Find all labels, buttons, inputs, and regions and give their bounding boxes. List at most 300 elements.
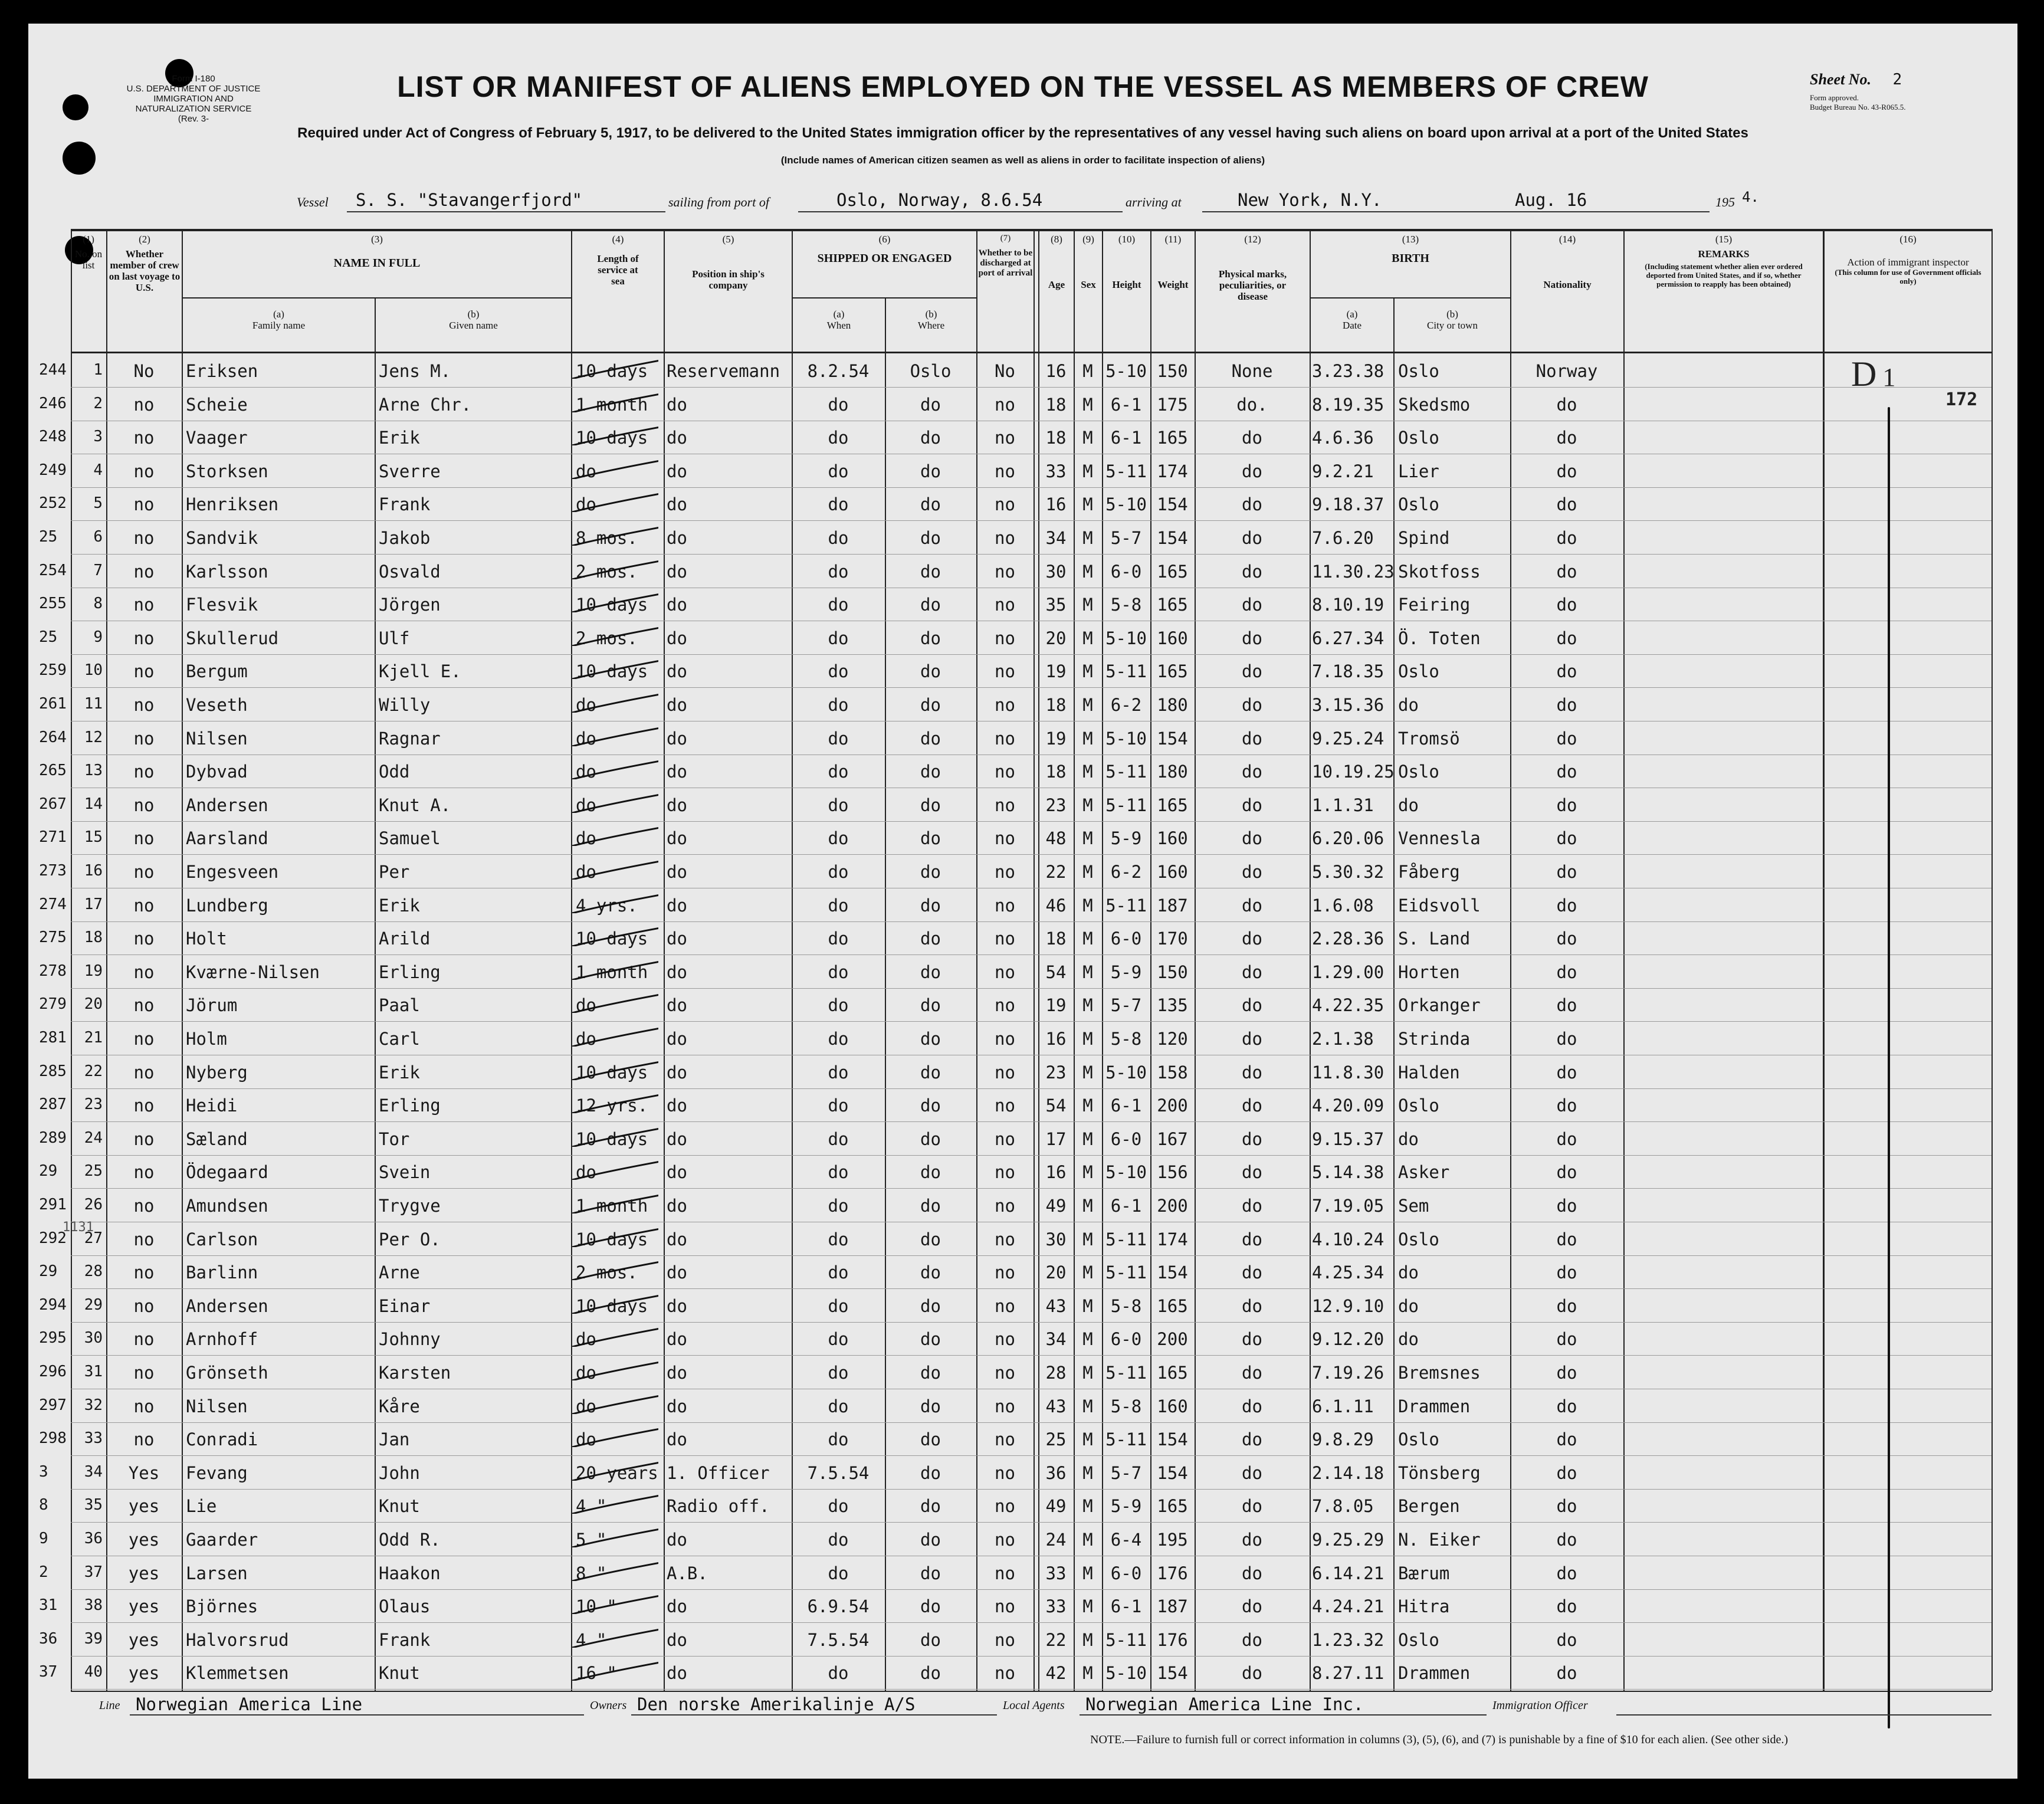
cell-height: 6-1 xyxy=(1110,394,1142,415)
cell-disch: no xyxy=(995,1462,1015,1483)
table-row xyxy=(39,788,1991,822)
table-row xyxy=(39,1022,1991,1055)
cell-sex: M xyxy=(1082,1162,1093,1183)
cell-bcity: Spind xyxy=(1398,528,1450,548)
cell-sex: M xyxy=(1082,1429,1093,1450)
table-row xyxy=(39,1255,1991,1289)
cell-service: do xyxy=(576,494,596,515)
cell-service: 4 " xyxy=(576,1629,607,1650)
cell-no: 40 xyxy=(84,1663,103,1681)
cell-weight: 165 xyxy=(1157,561,1188,582)
table-row xyxy=(39,1589,1991,1623)
cell-bdate: 3.15.36 xyxy=(1312,695,1384,715)
cell-height: 5-10 xyxy=(1105,728,1147,749)
cell-age: 30 xyxy=(1045,561,1067,582)
cell-disch: no xyxy=(995,1196,1015,1216)
cell-disch: no xyxy=(995,461,1015,481)
cell-sex: M xyxy=(1082,995,1093,1016)
cell-position: do xyxy=(667,1663,687,1684)
cell-bcity: Asker xyxy=(1398,1162,1450,1183)
cell-bdate: 4.10.24 xyxy=(1312,1229,1384,1249)
cell-last: no xyxy=(133,795,155,815)
cell-no: 37 xyxy=(84,1563,103,1581)
cell-service: 10 days xyxy=(576,1295,648,1316)
cell-height: 5-10 xyxy=(1105,628,1147,648)
cell-sex: M xyxy=(1082,728,1093,749)
cell-position: do xyxy=(667,428,687,448)
cell-position: do xyxy=(667,962,687,982)
cell-age: 17 xyxy=(1045,1129,1067,1149)
cell-service: do xyxy=(576,1329,596,1350)
sheet-label: Sheet No. xyxy=(1810,71,1871,88)
col6b-header: (b) Where xyxy=(917,309,945,331)
cell-marks: do xyxy=(1242,895,1262,916)
table-row xyxy=(39,487,1991,521)
cell-service: 8 mos. xyxy=(576,528,638,548)
cell-sex: M xyxy=(1082,461,1093,481)
cell-family: Jörum xyxy=(186,995,238,1016)
cell-weight: 176 xyxy=(1157,1563,1188,1583)
cell-where: do xyxy=(920,695,941,715)
cell-bcity: Oslo xyxy=(1398,494,1439,515)
cell-given: Jens M. xyxy=(379,361,451,381)
pencil-list-number: 25 xyxy=(39,528,58,546)
pencil-list-number: 275 xyxy=(39,929,67,947)
cell-bdate: 1.6.08 xyxy=(1312,895,1374,916)
pencil-list-number: 9 xyxy=(39,1530,48,1547)
cell-bdate: 4.22.35 xyxy=(1312,995,1384,1016)
pencil-list-number: 294 xyxy=(39,1295,67,1314)
cell-marks: do xyxy=(1242,1162,1262,1183)
cell-height: 5-11 xyxy=(1105,461,1147,481)
cell-bdate: 5.14.38 xyxy=(1312,1162,1384,1183)
cell-family: Aarsland xyxy=(186,828,268,849)
cell-weight: 160 xyxy=(1157,628,1188,648)
cell-last: yes xyxy=(128,1530,160,1550)
service-strike-mark xyxy=(570,1259,658,1280)
cell-where: do xyxy=(920,895,941,916)
table-row xyxy=(39,888,1991,922)
cell-disch: no xyxy=(995,995,1015,1016)
table-row xyxy=(39,654,1991,688)
pencil-list-number: 278 xyxy=(39,962,67,980)
cell-height: 5-11 xyxy=(1105,895,1147,916)
cell-service: do xyxy=(576,1162,596,1183)
cell-bdate: 9.25.24 xyxy=(1312,728,1384,749)
cell-position: do xyxy=(667,1596,687,1617)
cell-weight: 154 xyxy=(1157,1262,1188,1283)
cell-nat: do xyxy=(1556,895,1577,916)
col12-header: (12) Physical marks, peculiarities, or disease xyxy=(1218,234,1287,302)
cell-bdate: 7.8.05 xyxy=(1312,1496,1374,1517)
cell-sex: M xyxy=(1082,1262,1093,1283)
cell-height: 5-10 xyxy=(1105,494,1147,515)
cell-position: do xyxy=(667,1029,687,1049)
cell-last: no xyxy=(133,1095,155,1116)
crew-manifest-table xyxy=(39,229,1991,1691)
cell-when: do xyxy=(828,1062,849,1083)
cell-no: 29 xyxy=(84,1295,103,1314)
cell-age: 20 xyxy=(1045,628,1067,648)
cell-last: no xyxy=(133,1363,155,1383)
cell-height: 5-10 xyxy=(1105,1663,1147,1684)
cell-sex: M xyxy=(1082,929,1093,949)
cell-when: do xyxy=(828,628,849,648)
cell-when: do xyxy=(828,1363,849,1383)
pencil-list-number: 285 xyxy=(39,1062,67,1080)
cell-sex: M xyxy=(1082,695,1093,715)
cell-sex: M xyxy=(1082,1229,1093,1249)
cell-disch: no xyxy=(995,528,1015,548)
cell-age: 22 xyxy=(1045,862,1067,882)
cell-age: 18 xyxy=(1045,428,1067,448)
cell-sex: M xyxy=(1082,895,1093,916)
cell-disch: no xyxy=(995,1329,1015,1350)
cell-given: Odd xyxy=(379,762,410,782)
cell-given: Erik xyxy=(379,895,420,916)
cell-no: 6 xyxy=(93,528,103,546)
cell-disch: no xyxy=(995,661,1015,682)
cell-given: Olaus xyxy=(379,1596,431,1617)
cell-given: Erik xyxy=(379,428,420,448)
cell-position: Reservemann xyxy=(667,361,780,381)
cell-age: 33 xyxy=(1045,461,1067,481)
cell-weight: 187 xyxy=(1157,895,1188,916)
pencil-list-number: 274 xyxy=(39,895,67,913)
pencil-list-number: 261 xyxy=(39,695,67,713)
cell-when: do xyxy=(828,1329,849,1350)
cell-bcity: Oslo xyxy=(1398,1429,1439,1450)
cell-weight: 135 xyxy=(1157,995,1188,1016)
cell-last: no xyxy=(133,394,155,415)
cell-when: do xyxy=(828,1396,849,1416)
cell-family: Arnhoff xyxy=(186,1329,258,1350)
pencil-list-number: 244 xyxy=(39,361,67,379)
cell-family: Henriksen xyxy=(186,494,279,515)
table-row xyxy=(39,1422,1991,1456)
cell-disch: No xyxy=(995,361,1015,381)
cell-where: do xyxy=(920,1496,941,1517)
cell-sex: M xyxy=(1082,795,1093,815)
pencil-list-number: 289 xyxy=(39,1129,67,1147)
cell-service: do xyxy=(576,461,596,481)
cell-last: yes xyxy=(128,1629,160,1650)
cell-marks: do xyxy=(1242,628,1262,648)
cell-nat: do xyxy=(1556,1530,1577,1550)
cell-marks: do xyxy=(1242,728,1262,749)
cell-given: Per O. xyxy=(379,1229,441,1249)
cell-marks: do xyxy=(1242,661,1262,682)
cell-sex: M xyxy=(1082,1295,1093,1316)
service-strike-mark xyxy=(570,391,658,412)
service-strike-mark xyxy=(570,825,658,846)
cell-position: do xyxy=(667,561,687,582)
cell-position: do xyxy=(667,1429,687,1450)
cell-disch: no xyxy=(995,962,1015,982)
cell-nat: do xyxy=(1556,595,1577,615)
cell-no: 21 xyxy=(84,1029,103,1047)
cell-disch: no xyxy=(995,795,1015,815)
pencil-list-number: 281 xyxy=(39,1029,67,1047)
cell-position: do xyxy=(667,1530,687,1550)
service-strike-mark xyxy=(570,625,658,646)
service-strike-mark xyxy=(570,1159,658,1180)
table-row xyxy=(39,421,1991,454)
cell-service: 10 days xyxy=(576,361,648,381)
cell-given: Knut A. xyxy=(379,795,451,815)
cell-when: do xyxy=(828,1162,849,1183)
col14-header: (14) Nationality xyxy=(1543,234,1592,290)
col4-header: (4) Length of service at sea xyxy=(597,234,639,287)
cell-no: 34 xyxy=(84,1462,103,1481)
cell-nat: do xyxy=(1556,795,1577,815)
cell-age: 43 xyxy=(1045,1295,1067,1316)
cell-last: no xyxy=(133,1029,155,1049)
cell-where: do xyxy=(920,1462,941,1483)
cell-family: Halvorsrud xyxy=(186,1629,289,1650)
cell-marks: do xyxy=(1242,1229,1262,1249)
cell-given: Svein xyxy=(379,1162,431,1183)
cell-position: do xyxy=(667,1629,687,1650)
cell-family: Dybvad xyxy=(186,762,248,782)
cell-given: Paal xyxy=(379,995,420,1016)
cell-bcity: Skotfoss xyxy=(1398,561,1481,582)
cell-disch: no xyxy=(995,1363,1015,1383)
cell-bdate: 12.9.10 xyxy=(1312,1295,1384,1316)
cell-weight: 160 xyxy=(1157,862,1188,882)
cell-bcity: Orkanger xyxy=(1398,995,1481,1016)
service-strike-mark xyxy=(570,858,658,880)
cell-weight: 200 xyxy=(1157,1329,1188,1350)
cell-no: 35 xyxy=(84,1496,103,1514)
cell-family: Gaarder xyxy=(186,1530,258,1550)
cell-disch: no xyxy=(995,1396,1015,1416)
cell-bcity: Feiring xyxy=(1398,595,1471,615)
col6a-header: (a) When xyxy=(826,309,851,331)
cell-given: Erling xyxy=(379,1095,441,1116)
cell-no: 36 xyxy=(84,1530,103,1547)
vessel-name: S. S. "Stavangerfjord" xyxy=(356,190,583,210)
service-strike-mark xyxy=(570,1493,658,1514)
cell-last: no xyxy=(133,661,155,682)
cell-sex: M xyxy=(1082,1329,1093,1350)
table-row xyxy=(39,1055,1991,1089)
cell-nat: do xyxy=(1556,1396,1577,1416)
cell-position: do xyxy=(667,929,687,949)
cell-marks: do xyxy=(1242,762,1262,782)
cell-when: do xyxy=(828,895,849,916)
cell-nat: do xyxy=(1556,929,1577,949)
cell-bcity: Sem xyxy=(1398,1196,1429,1216)
cell-given: Kjell E. xyxy=(379,661,461,682)
cell-bcity: do xyxy=(1398,1295,1419,1316)
cell-nat: do xyxy=(1556,1596,1577,1617)
cell-where: do xyxy=(920,1062,941,1083)
service-strike-mark xyxy=(570,658,658,679)
cell-where: do xyxy=(920,1129,941,1149)
cell-given: Trygve xyxy=(379,1196,441,1216)
cell-height: 5-11 xyxy=(1105,1363,1147,1383)
cell-given: Einar xyxy=(379,1295,431,1316)
col2-header: (2) Whether member of crew on last voyage to U.S. xyxy=(109,234,181,293)
vessel-label: Vessel xyxy=(297,195,329,209)
cell-marks: do xyxy=(1242,1062,1262,1083)
cell-age: 16 xyxy=(1045,494,1067,515)
cell-age: 16 xyxy=(1045,1162,1067,1183)
cell-family: Barlinn xyxy=(186,1262,258,1283)
cell-position: do xyxy=(667,728,687,749)
pencil-list-number: 295 xyxy=(39,1329,67,1347)
cell-when: do xyxy=(828,862,849,882)
cell-where: do xyxy=(920,762,941,782)
cell-age: 25 xyxy=(1045,1429,1067,1450)
cell-age: 23 xyxy=(1045,1062,1067,1083)
cell-age: 19 xyxy=(1045,661,1067,682)
cell-family: Lundberg xyxy=(186,895,268,916)
cell-bcity: S. Land xyxy=(1398,929,1471,949)
cell-position: do xyxy=(667,895,687,916)
cell-nat: do xyxy=(1556,862,1577,882)
cell-when: do xyxy=(828,728,849,749)
cell-disch: no xyxy=(995,895,1015,916)
cell-bcity: Oslo xyxy=(1398,1095,1439,1116)
cell-height: 6-0 xyxy=(1110,929,1142,949)
cell-weight: 167 xyxy=(1157,1129,1188,1149)
table-row xyxy=(39,855,1991,888)
cell-bdate: 6.1.11 xyxy=(1312,1396,1374,1416)
cell-age: 43 xyxy=(1045,1396,1067,1416)
cell-age: 16 xyxy=(1045,1029,1067,1049)
cell-where: do xyxy=(920,1329,941,1350)
form-rev: (Rev. 3- xyxy=(178,114,209,124)
cell-disch: no xyxy=(995,695,1015,715)
cell-no: 31 xyxy=(84,1363,103,1380)
cell-service: 2 mos. xyxy=(576,1262,638,1283)
pencil-list-number: 246 xyxy=(39,394,67,412)
margin-pencil: 1131 xyxy=(63,1220,94,1235)
cell-family: Holt xyxy=(186,929,227,949)
cell-given: Ragnar xyxy=(379,728,441,749)
cell-position: do xyxy=(667,1396,687,1416)
pencil-list-number: 29 xyxy=(39,1262,58,1281)
agents-label: Local Agents xyxy=(1003,1699,1065,1712)
pencil-list-number: 296 xyxy=(39,1363,67,1380)
cell-when: do xyxy=(828,661,849,682)
cell-last: no xyxy=(133,494,155,515)
table-row xyxy=(39,1356,1991,1389)
cell-given: Frank xyxy=(379,494,431,515)
cell-when: do xyxy=(828,428,849,448)
table-row xyxy=(39,1456,1991,1490)
cell-no: 8 xyxy=(93,595,103,613)
cell-weight: 158 xyxy=(1157,1062,1188,1083)
cell-where: do xyxy=(920,461,941,481)
cell-height: 6-0 xyxy=(1110,561,1142,582)
cell-weight: 170 xyxy=(1157,929,1188,949)
cell-disch: no xyxy=(995,1262,1015,1283)
cell-disch: no xyxy=(995,862,1015,882)
cell-disch: no xyxy=(995,561,1015,582)
cell-sex: M xyxy=(1082,394,1093,415)
table-row xyxy=(39,721,1991,755)
cell-weight: 154 xyxy=(1157,728,1188,749)
service-strike-mark xyxy=(570,558,658,579)
cell-bcity: Bærum xyxy=(1398,1563,1450,1583)
cell-disch: no xyxy=(995,494,1015,515)
cell-nat: do xyxy=(1556,762,1577,782)
cell-age: 42 xyxy=(1045,1663,1067,1684)
table-row xyxy=(39,354,1991,388)
cell-age: 46 xyxy=(1045,895,1067,916)
cell-no: 26 xyxy=(84,1196,103,1213)
cell-age: 36 xyxy=(1045,1462,1067,1483)
cell-last: no xyxy=(133,461,155,481)
cell-position: Radio off. xyxy=(667,1496,770,1517)
cell-nat: do xyxy=(1556,561,1577,582)
cell-disch: no xyxy=(995,1062,1015,1083)
cell-weight: 175 xyxy=(1157,394,1188,415)
cell-where: do xyxy=(920,528,941,548)
cell-disch: no xyxy=(995,1029,1015,1049)
cell-bcity: Fåberg xyxy=(1398,862,1460,882)
cell-marks: None xyxy=(1231,361,1273,381)
subtitle: Required under Act of Congress of February 5, 1917, to be delivered to the United States immigration officer by the representatives of any vessel having such aliens on board upon arrival at a port of the United States xyxy=(297,125,1748,141)
cell-disch: no xyxy=(995,1663,1015,1684)
cell-marks: do xyxy=(1242,1629,1262,1650)
cell-height: 6-1 xyxy=(1110,1596,1142,1617)
cell-height: 5-11 xyxy=(1105,795,1147,815)
cell-disch: no xyxy=(995,1429,1015,1450)
cell-weight: 187 xyxy=(1157,1596,1188,1617)
cell-bdate: 10.19.25 xyxy=(1312,762,1395,782)
cell-height: 5-7 xyxy=(1110,528,1142,548)
cell-sex: M xyxy=(1082,762,1093,782)
cell-where: do xyxy=(920,1262,941,1283)
cell-bdate: 7.19.05 xyxy=(1312,1196,1384,1216)
cell-family: Nyberg xyxy=(186,1062,248,1083)
cell-no: 16 xyxy=(84,862,103,880)
cell-family: Grönseth xyxy=(186,1363,268,1383)
budget-text: Budget Bureau No. 43-R065.5. xyxy=(1810,103,1906,111)
cell-age: 18 xyxy=(1045,762,1067,782)
service-strike-mark xyxy=(570,1293,658,1314)
cell-bdate: 1.29.00 xyxy=(1312,962,1384,982)
cell-where: do xyxy=(920,1629,941,1650)
cell-disch: no xyxy=(995,1629,1015,1650)
cell-service: do xyxy=(576,862,596,882)
cell-when: do xyxy=(828,494,849,515)
cell-bcity: do xyxy=(1398,1129,1419,1149)
cell-bdate: 9.2.21 xyxy=(1312,461,1374,481)
pencil-list-number: 31 xyxy=(39,1596,58,1615)
cell-nat: do xyxy=(1556,628,1577,648)
cell-when: do xyxy=(828,929,849,949)
cell-bcity: do xyxy=(1398,1262,1419,1283)
table-row xyxy=(39,1289,1991,1323)
cell-given: Jörgen xyxy=(379,595,441,615)
line-label: Line xyxy=(99,1699,120,1712)
cell-nat: do xyxy=(1556,1663,1577,1684)
cell-age: 18 xyxy=(1045,394,1067,415)
cell-age: 34 xyxy=(1045,1329,1067,1350)
cell-given: Erling xyxy=(379,962,441,982)
cell-sex: M xyxy=(1082,1563,1093,1583)
cell-service: 1 month xyxy=(576,394,648,415)
cell-where: do xyxy=(920,1295,941,1316)
cell-sex: M xyxy=(1082,528,1093,548)
cell-sex: M xyxy=(1082,361,1093,381)
cell-nat: do xyxy=(1556,461,1577,481)
